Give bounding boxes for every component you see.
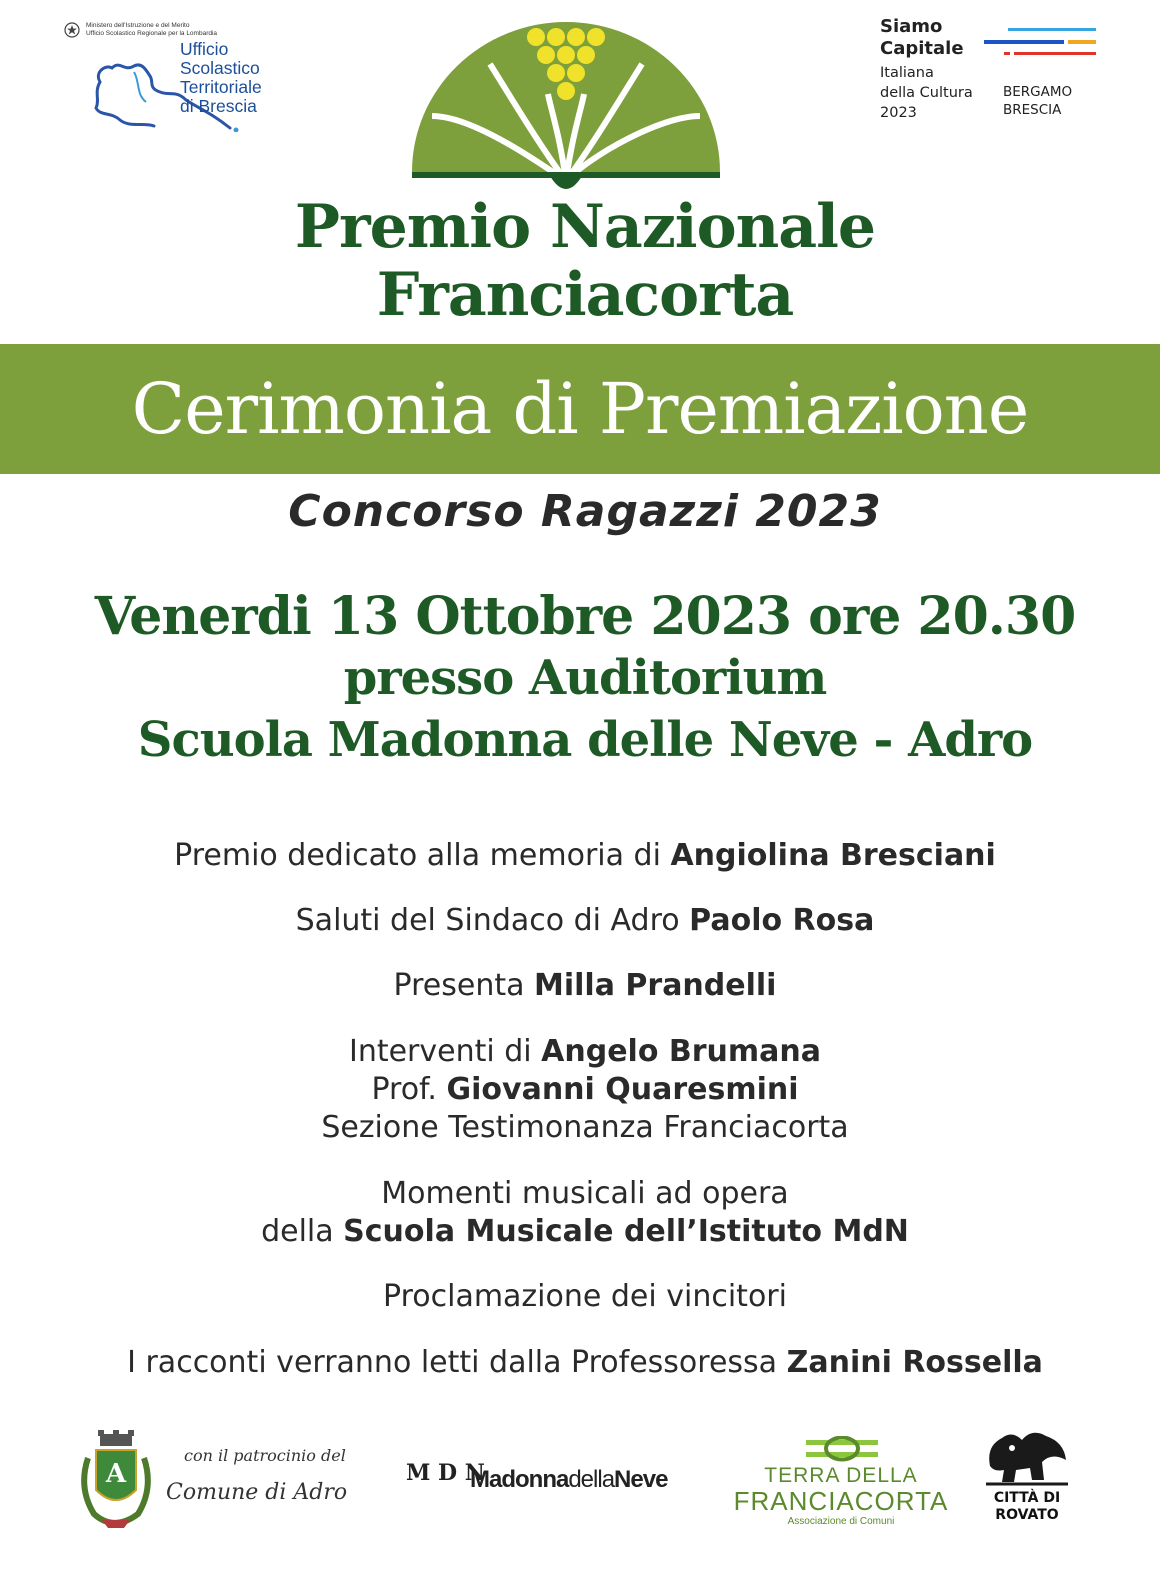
- capitale-subline: Italiana della Cultura 2023: [880, 65, 973, 121]
- program-presenter: Presenta Milla Prandelli: [393, 968, 777, 1003]
- capitale-stripes-icon: [984, 22, 1096, 56]
- rovato-name: CITTÀ DI ROVATO: [993, 1490, 1061, 1523]
- contest-subtitle: Concorso Ragazzi 2023: [288, 486, 882, 537]
- program-readings: I racconti verranno letti dalla Professoressa Zanini Rossella: [127, 1345, 1043, 1380]
- event-date: Venerdi 13 Ottobre 2023 ore 20.30: [94, 586, 1076, 647]
- ust-name: Ufficio Scolastico Territoriale di Brescia: [180, 39, 262, 116]
- event-venue-line2: Scuola Madonna delle Neve - Adro: [137, 712, 1033, 768]
- program-speaker1: Interventi di Angelo Brumana: [348, 1034, 822, 1069]
- adro-coat-of-arms-icon: [74, 1428, 158, 1532]
- program-music-line1: Momenti musicali ad opera: [381, 1176, 789, 1211]
- terra-franciacorta-mark-icon: [806, 1436, 878, 1462]
- program-section: Sezione Testimonanza Franciacorta: [321, 1110, 849, 1145]
- mdn-name: MadonnadellaNeve: [470, 1466, 668, 1493]
- capitale-headline: Siamo Capitale: [880, 16, 964, 59]
- madonna-della-neve-logo: [404, 1458, 704, 1508]
- program-proclamation: Proclamazione dei vincitori: [383, 1279, 787, 1314]
- premio-franciacorta-emblem: [410, 16, 722, 196]
- brand-title-line1: Premio Nazionale: [294, 192, 876, 262]
- event-venue-line1: presso Auditorium: [343, 650, 827, 706]
- program-speaker2: Prof. Giovanni Quaresmini: [371, 1072, 799, 1107]
- republic-emblem-icon: [64, 22, 80, 38]
- ministry-caption: Ministero dell'Istruzione e del Merito Ufficio Scolastico Regionale per la Lombardia: [86, 22, 218, 37]
- capitale-cities: BERGAMO BRESCIA: [1003, 84, 1073, 118]
- program-dedication: Premio dedicato alla memoria di Angiolina Bresciani: [174, 838, 996, 873]
- title-band: [0, 344, 1160, 474]
- capitale-cultura-logo: [880, 16, 1130, 126]
- mdn-mark: M D N: [406, 1460, 485, 1486]
- citta-rovato-logo: [972, 1424, 1082, 1534]
- program-greetings: Saluti del Sindaco di Adro Paolo Rosa: [295, 903, 875, 938]
- ceremony-title: Cerimonia di Premiazione: [131, 368, 1029, 450]
- comune-adro-logo: A con il patrocinio del Comune di Adro: [74, 1424, 404, 1536]
- program-music-line2: della Scuola Musicale dell’Istituto MdN: [261, 1214, 909, 1249]
- svg-text:A: A: [105, 1459, 127, 1489]
- ust-brescia-logo: [62, 20, 302, 132]
- brand-title-line2: Franciacorta: [376, 260, 794, 330]
- lion-of-st-mark-icon: [982, 1426, 1072, 1488]
- terra-franciacorta-logo: TERRA DELLA FRANCIACORTA Associazione di Comuni: [728, 1434, 954, 1530]
